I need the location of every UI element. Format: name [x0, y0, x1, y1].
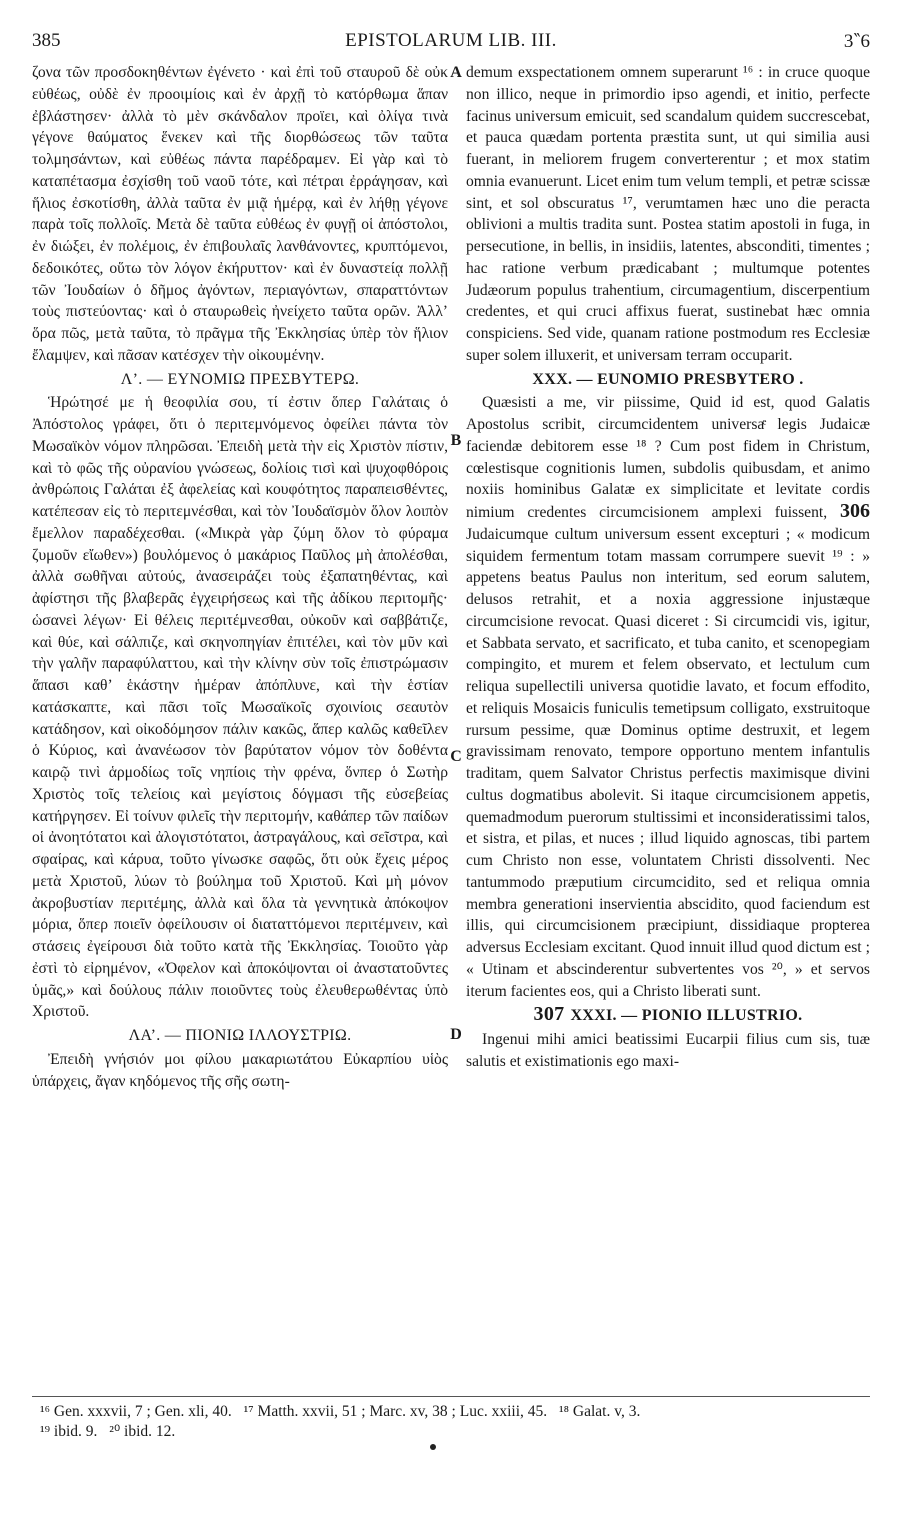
running-title: EPISTOLARUM LIB. III.	[345, 30, 557, 51]
margin-marker-b: B	[450, 432, 462, 449]
margin-marker-c: C	[450, 748, 462, 765]
greek-intro-paragraph: ζονα τῶν προσδοκηθέντων ἐγένετο · καὶ ἐπὶ τοῦ σταυροῦ δὲ οὐκ εὐθέως, οὐδὲ ἐν προοιμίοις καὶ ἐν ἀρχῇ τὸ κατόρθωμα ἅπαν ἐβλάστησεν· ἀλλὰ τὸ μὲν σκάνδαλον προϊει, καὶ ὀλίγα τινὰ γέγονε θαύματος ἕνεκεν καὶ τῆς διορθώσεως τῶν ταῦτα τολμησάντων, καὶ εὐθέως πάντα παρέδραμεν. Εἰ γὰρ καὶ τὸ καταπέτασμα ἐσχίσθη τοῦ ναοῦ τότε, καὶ πέτραι ἐρράγησαν, καὶ ἥλιος ἐσκοτίσθη, ἀλλὰ ταῦτα ἐν μιᾷ ἡμέρᾳ, καὶ ἐν λήθῃ γέγονε παρὰ τοῖς πολλοῖς. Μετὰ δὲ ταῦτα εὐθέως ἐν φυγῇ οἱ ἀπόστολοι, ἐν διώξει, ἐν πολέμοις, ἐν ἐπιβουλαῖς λανθάνοντες, κρυπτόμενοι, δεδοικότες, οὕτω τὸν λόγον ἐκήρυττον· καὶ ἐν δυναστείᾳ πολλῇ τῶν Ἰουδαίων ὁ δῆμος ἀγόντων, περιαγόντων, σπαραττόντων τοὺς πιστεύοντας· καὶ ὁ σταυρωθεὶς ἠνείχετο ταῦτα ορῶν. Ἀλλ’ ὅρα πῶς, μετὰ ταῦτα, τὸ πρᾶγμα τῆς Ἐκκλησίας ὑπὲρ τὸν ἥλιον ἔλαμψεν, καὶ πᾶσαν κατέσχεν τὴν οἰκουμένην.	[32, 64, 448, 364]
footnote-19: ¹⁹ ibid. 9.	[40, 1423, 98, 1440]
footnote-17: ¹⁷ Matth. xxvii, 51 ; Marc. xv, 38 ; Luc. xxiii, 45.	[243, 1403, 548, 1420]
greek-heading-epistle-31: ΛΑ’. — ΠΙΟΝΙΩ ΙΛΛΟΥΣΤΡΙΩ.	[128, 1027, 352, 1044]
latin-heading-epistle-31-text: XXXI. — PIONIO ILLUSTRIO.	[570, 1007, 803, 1025]
latin-intro-paragraph: demum exspectationem omnem superarunt ¹⁶ : in cruce quoque non illico, neque in primordio ipso agendi, et initio, perfecte facinus universum emicuit, sed scandalum quidem succrescebat, et pauca quædam portenta præstita sunt, ut qui similia ausi fuerant, in meliorem frugem converterentur ; et mox statim omnia evanuerunt. Licet enim tum velum templi, et petræ scissæ sint, et sol obscuratus ¹⁷, verumtamen hæc uno die peracta oblivioni a multis tradita sunt. Postea statim apostoli in fuga, in persecutione, in bellis, in insidiis, latentes, absconditi, timentes ; hac ratione verbum prædicabant ; multumque potentes Judæorum populus trahentium, circumagentium, discerpentium credentes, et qui cruci affixus fuerat, sustinebat hæc omnia conspiciens. Sed vide, quanam ratione postmodum res Ecclesiæ super solem illuxerit, et universam terram occuparit.	[466, 64, 870, 364]
footnote-18: ¹⁸ Galat. v, 3.	[559, 1403, 641, 1420]
migne-page-number-306: 306	[840, 500, 870, 522]
running-header	[32, 30, 870, 54]
margin-marker-d: D	[450, 1026, 462, 1043]
footnote-20: ²⁰ ibid. 12.	[109, 1423, 176, 1440]
latin-epistle-31-text: Ingenui mihi amici beatissimi Eucarpii filius cum sis, tuæ salutis et existimationis ego maxi-	[466, 1031, 870, 1070]
greek-epistle-31-text: Ἐπειδὴ γνήσιόν μοι φίλου μακαριωτάτου Εὐκαρπίου υἱὸς ὑπάρχεις, ἄγαν κηδόμενος τῆς σῆς σωτη-	[32, 1050, 448, 1090]
footnote-16: ¹⁶ Gen. xxxvii, 7 ; Gen. xli, 40.	[40, 1403, 232, 1420]
latin-epistle-30-text	[466, 392, 870, 1002]
latin-heading-epistle-31	[466, 1004, 870, 1027]
page-number-left: 385	[32, 30, 61, 51]
footnote-row-2	[40, 1422, 870, 1442]
greek-heading-epistle-30: Λ’. — ΕΥΝΟΜΙΩ ΠΡΕΣΒΥΤΕΡΩ.	[120, 370, 360, 388]
footnotes	[40, 1402, 870, 1442]
latin-heading-epistle-30: XXX. — EUNOMIO PRESBYTERO .	[532, 370, 804, 388]
latin-column	[466, 62, 870, 1392]
latin-epistle-30-text-b: Judaicumque cultum universum essent excepturi ; « modicum siquidem fermentum totam massam corrumpere suevit ¹⁹ : » appetens beatus Paulus non interitum, sed eorum salutem, delusos retrahit, et a noxia aggressione injustæque circumcisione revocat. Quasi diceret : Si circumcidi vis, igitur, et Sabbata servato, et sacrificato, et tuba canito, et scenopegiam compingito, et murem et felem observato, et lectulum cum reliqua supellectili universa quotidie lavato, et focum effodito, et reliquis Mosaicis funiculis temetipsum colligato, exstruitoque rursum pessime, quæ Dominus optime destruxit, et legem gravissimam renovato, tempore opportuno mentem infantulis traditam, quem Salvator Christus perfectis maximisque divini cultus dogmatibus abolevit. Si itaque circumcisionem appetis, quemadmodum puerorum stultissimi et inconsideratissimi talos, et sistra, et pilas, et nuces ; illud liquido agnoscas, tibi partem cum Christo non esse, voluntatem Christi dissolventi. Nec tantummodo præputium circumcidito, sed et reliqua omnia membra generationi inservientia abscidito, quod faciendum est illis, qui circumcisionem præcipiunt, dissidiaque propterea adversus Ecclesiam excitant. Quod innuit illud quod dictum est ; « Utinam et abscinderentur subvertentes vos ²⁰, » et servos iterum facientes eos, qui a Christo liberati sunt.	[466, 525, 870, 1000]
footnote-row-1	[40, 1402, 870, 1422]
migne-page-number-307: 307	[533, 1003, 565, 1026]
printer-dot	[430, 1444, 436, 1450]
greek-epistle-30-text: Ἡρώτησέ με ἡ θεοφιλία σου, τί ἐστιν ὅπερ Γαλάταις ὁ Ἀπόστολος γράφει, ὅτι ὁ περιτεμνόμενος ὀφείλει πάντα τὸν Μωσαϊκὸν νόμον πληρῶσαι. Ἐπειδὴ μετὰ τὴν εἰς Χριστὸν πίστιν, καὶ τὸ φῶς τῆς οὐρανίου γνώσεως, δολίοις τισὶ καὶ ψυχοφθόροις ἀνθρώποις Γαλάται ἐξ ἀφελείας καὶ κουφότητος παραπεισθέντες, κατέπεσαν εἰς τὸ περιτεμνέσθαι, καὶ τὸν Ἰουδαϊσμὸν ὅλον λοιπὸν ἔμελλον παραδέχεσθαι. («Μικρὰ γὰρ ζύμη ὅλον τὸ φύραμα ζυμοῦν εἴωθεν») βουλόμενος ὁ μακάριος Παῦλος μὴ ἀπολέσθαι, ἀλλὰ σωθῆναι αὐτούς, ἀνασειράζει τοὺς ἐξαπατηθέντας, καὶ ἀφίστησι τῆς βλαβερᾶς ἐγχειρήσεως καὶ τῆς ἀδίκου περιτομῆς· ὡσανεὶ λέγων· Εἰ θέλεις περιτέμνεσθαι, οὐκοῦν καὶ σαββάτιζε, καὶ θύε, καὶ σάλπιζε, καὶ σκηνοπηγίαν ἐπιτέλει, καὶ τὸν μῦν καὶ τὴν γαλῆν παραφύλαττου, καὶ τὴν κλίνην σὺν τοῖς ἐπιστρώμασιν ἅπασι καθ’ ἑκάστην ἡμέραν ἀπόπλυνε, καὶ τὴν ἑστίαν κατάσκαπτε, καὶ πᾶσι τοῖς Μωσαϊκοῖς σχοινίοις σεαυτὸν κατάδησον, καὶ οἰκοδόμησον πάλιν κακῶς, ἅπερ καλῶς καθεῖλεν ὁ Κύριος, καὶ ἀνανέωσον τὸν βαρύτατον νόμον τὸν δοθέντα καιρῷ τινὶ ἁρμοδίως τοῖς νηπίοις τὴν φρένα, ὅνπερ ὁ Σωτὴρ Χριστὸς τοῖς τελείοις καὶ μεγίστοις δόγμασι τῆς εὐσεβείας κατήργησεν. Εἰ τοίνυν φιλεῖς τὴν περιτομήν, καθάπερ τῶν παίδων οἱ ἀνοητότατοι καὶ ἀλογιστότατοι, ἀστραγάλους, καὶ σεῖστρα, καὶ σφαίρας, καὶ κάρυα, τοῦτο γίνωσκε σαφῶς, ὅτι οὐκ ἔχεις μέρος μετὰ Χριστοῦ, λύων τὸ βούλημα τοῦ Χριστοῦ. Καὶ μὴ μόνον ἀκροβυστίαν περιτέμης, ἀλλὰ καὶ ὅλα τὰ γεννητικὰ ἀπόκοψον μόρια, ὅπερ ποιεῖν ὀφείλουσιν οἱ διαταττόμενοι περιτέμνειν, καὶ στάσεις ἐγείρουσι διὰ τοῦτο κατὰ τῆς Ἐκκλησίας. Τοιοῦτο γὰρ ἐστὶ τὸ εἰρημένον, «Ὀφελον καὶ ἀποκόψονται οἱ ἀναστατοῦντες ὑμᾶς,» καὶ δούλους πάλιν ποιοῦντες τοὺς ἐλευθερωθέντας ὑπὸ Χριστοῦ.	[32, 394, 448, 1021]
page-number-right: 3‶6	[843, 31, 870, 52]
greek-column	[32, 62, 448, 1392]
latin-epistle-30-text-a: Quæsisti a me, vir piissime, Quid id est, quod Galatis Apostolus scribit, circumcidentem universaͤ legis Judaicæ faciendæ debitorem esse ¹⁸ ? Cum post fidem in Christum, cœlestisque cognitionis lumen, subdolis quibusdam, et animo noxiis hominibus Galatæ ex simplicitate et levitate cordis nimium credentes circumcisionem amplexi fuissent,	[466, 394, 870, 521]
footnote-rule	[32, 1396, 870, 1397]
margin-marker-a: A	[450, 64, 462, 81]
